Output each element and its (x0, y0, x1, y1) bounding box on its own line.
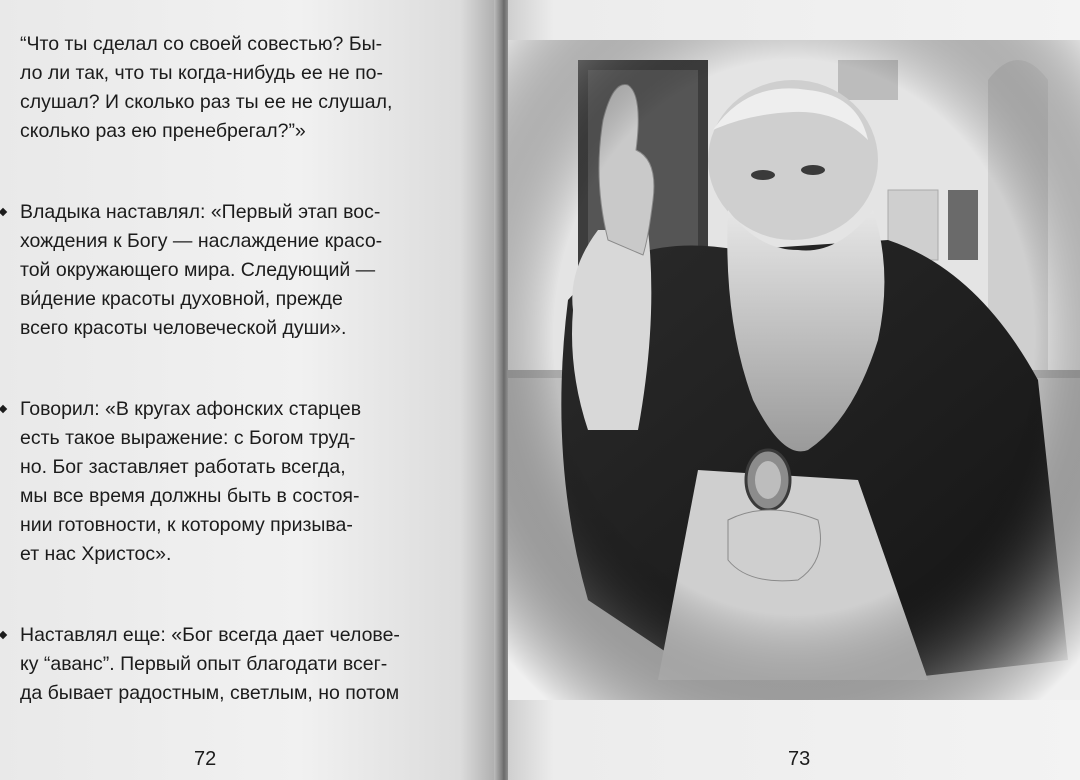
text-line: нии готовности, к которому призыва- (20, 514, 353, 536)
paragraph-4 (20, 621, 438, 708)
text-line: Владыка наставлял: «Первый этап вос- (20, 201, 381, 223)
text-line: есть такое выражение: с Богом труд- (20, 427, 356, 449)
text-line: сколько раз ею пренебрегал?”» (20, 120, 306, 142)
paragraph-2 (20, 198, 438, 343)
text-line: но. Бог заставляет работать всегда, (20, 456, 346, 478)
text-line: Наставлял еще: «Бог всегда дает челове- (20, 624, 400, 646)
elder-photo (508, 40, 1080, 700)
paragraph-1 (20, 30, 438, 146)
text-line: да бывает радостным, светлым, но потом (20, 682, 400, 704)
paragraph-3 (20, 395, 438, 569)
text-line: ет нас Христос». (20, 543, 172, 565)
text-line: Говорил: «В кругах афонских старцев (20, 398, 362, 420)
left-page (0, 0, 500, 780)
text-line: той окружающего мира. Следующий — (20, 259, 376, 281)
text-line: ло ли так, что ты когда-нибудь ее не по- (20, 62, 384, 84)
text-line: ку “аванс”. Первый опыт благодати всег- (20, 653, 388, 675)
diamond-bullet-icon (0, 631, 7, 639)
text-line: “Что ты сделал со своей совестью? Бы- (20, 33, 383, 55)
text-line: всего красоты человеческой души». (20, 317, 347, 339)
diamond-bullet-icon (0, 405, 7, 413)
page-number-left: 72 (194, 748, 217, 770)
diamond-bullet-icon (0, 208, 7, 216)
left-page-text (20, 30, 438, 708)
page-number-right: 73 (788, 748, 811, 770)
text-line: ви́дение красоты духовной, прежде (20, 288, 343, 310)
text-line: мы все время должны быть в состоя- (20, 485, 360, 507)
text-line: слушал? И сколько раз ты ее не слушал, (20, 91, 393, 113)
photo-image-icon (508, 40, 1080, 700)
text-line: хождения к Богу — наслаждение красо- (20, 230, 383, 252)
